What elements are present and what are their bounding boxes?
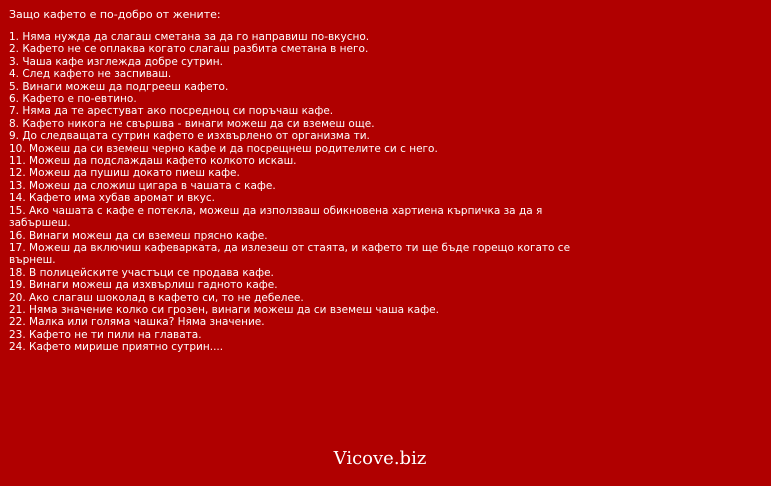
- list-item: 13. Можеш да сложиш цигара в чашата с кафе.: [9, 179, 276, 192]
- list-item: 7. Няма да те арестуват ако посредноц си поръчаш кафе.: [9, 105, 334, 118]
- list-item: 14. Кафето има хубав аромат и вкус.: [9, 192, 215, 205]
- list-item: 11. Можеш да подслаждаш кафето колкото искаш.: [9, 155, 297, 168]
- list-item: 16. Винаги можеш да си вземеш прясно кафе.: [9, 229, 268, 242]
- site-footer-text: Vicove.biz: [333, 448, 427, 469]
- list-item: 15. Ако чашата с кафе е потекла, можеш да използваш обикновена хартиена кърпичка за да я забършеш.: [9, 204, 543, 230]
- list-item: 18. В полицейските участъци се продава кафе.: [9, 266, 274, 279]
- list-item: 19. Винаги можеш да изхвърлиш гадното кафе.: [9, 279, 278, 292]
- list-item: 2. Кафето не се оплаква когато слагаш разбита сметана в него.: [9, 43, 369, 56]
- list-item: 8. Кафето никога не свършва - винаги можеш да си вземеш още.: [9, 117, 375, 130]
- reasons-list: [9, 31, 579, 354]
- list-item: 24. Кафето мирише приятно сутрин....: [9, 341, 224, 354]
- list-item: 5. Винаги можеш да подгрееш кафето.: [9, 80, 229, 93]
- list-item: 23. Кафето не ти пили на главата.: [9, 328, 202, 341]
- list-item: 17. Можеш да включиш кафеварката, да излезеш от стаята, и кафето ти ще бъде горещо когато се върнеш.: [9, 241, 571, 267]
- list-item: 6. Кафето е по-евтино.: [9, 93, 137, 106]
- list-item: 9. До следващата сутрин кафето е изхвърлено от организма ти.: [9, 130, 370, 143]
- list-item: 12. Можеш да пушиш докато пиеш кафе.: [9, 167, 240, 180]
- list-item: 22. Малка или голяма чашка? Няма значение.: [9, 316, 265, 329]
- list-item: 21. Няма значение колко си грозен, винаги можеш да си вземеш чаша кафе.: [9, 303, 439, 316]
- list-item: 1. Няма нужда да слагаш сметана за да го направиш по-вкусно.: [9, 31, 370, 43]
- list-item: 4. След кафето не заспиваш.: [9, 68, 172, 81]
- list-item: 10. Можеш да си вземеш черно кафе и да посрещнеш родителите си с него.: [9, 142, 438, 155]
- page-title: Защо кафето е по-добро от жените:: [9, 8, 221, 21]
- list-item: 20. Ако слагаш шоколад в кафето си, то не дебелее.: [9, 291, 304, 304]
- list-item: 3. Чаша кафе изглежда добре сутрин.: [9, 55, 223, 68]
